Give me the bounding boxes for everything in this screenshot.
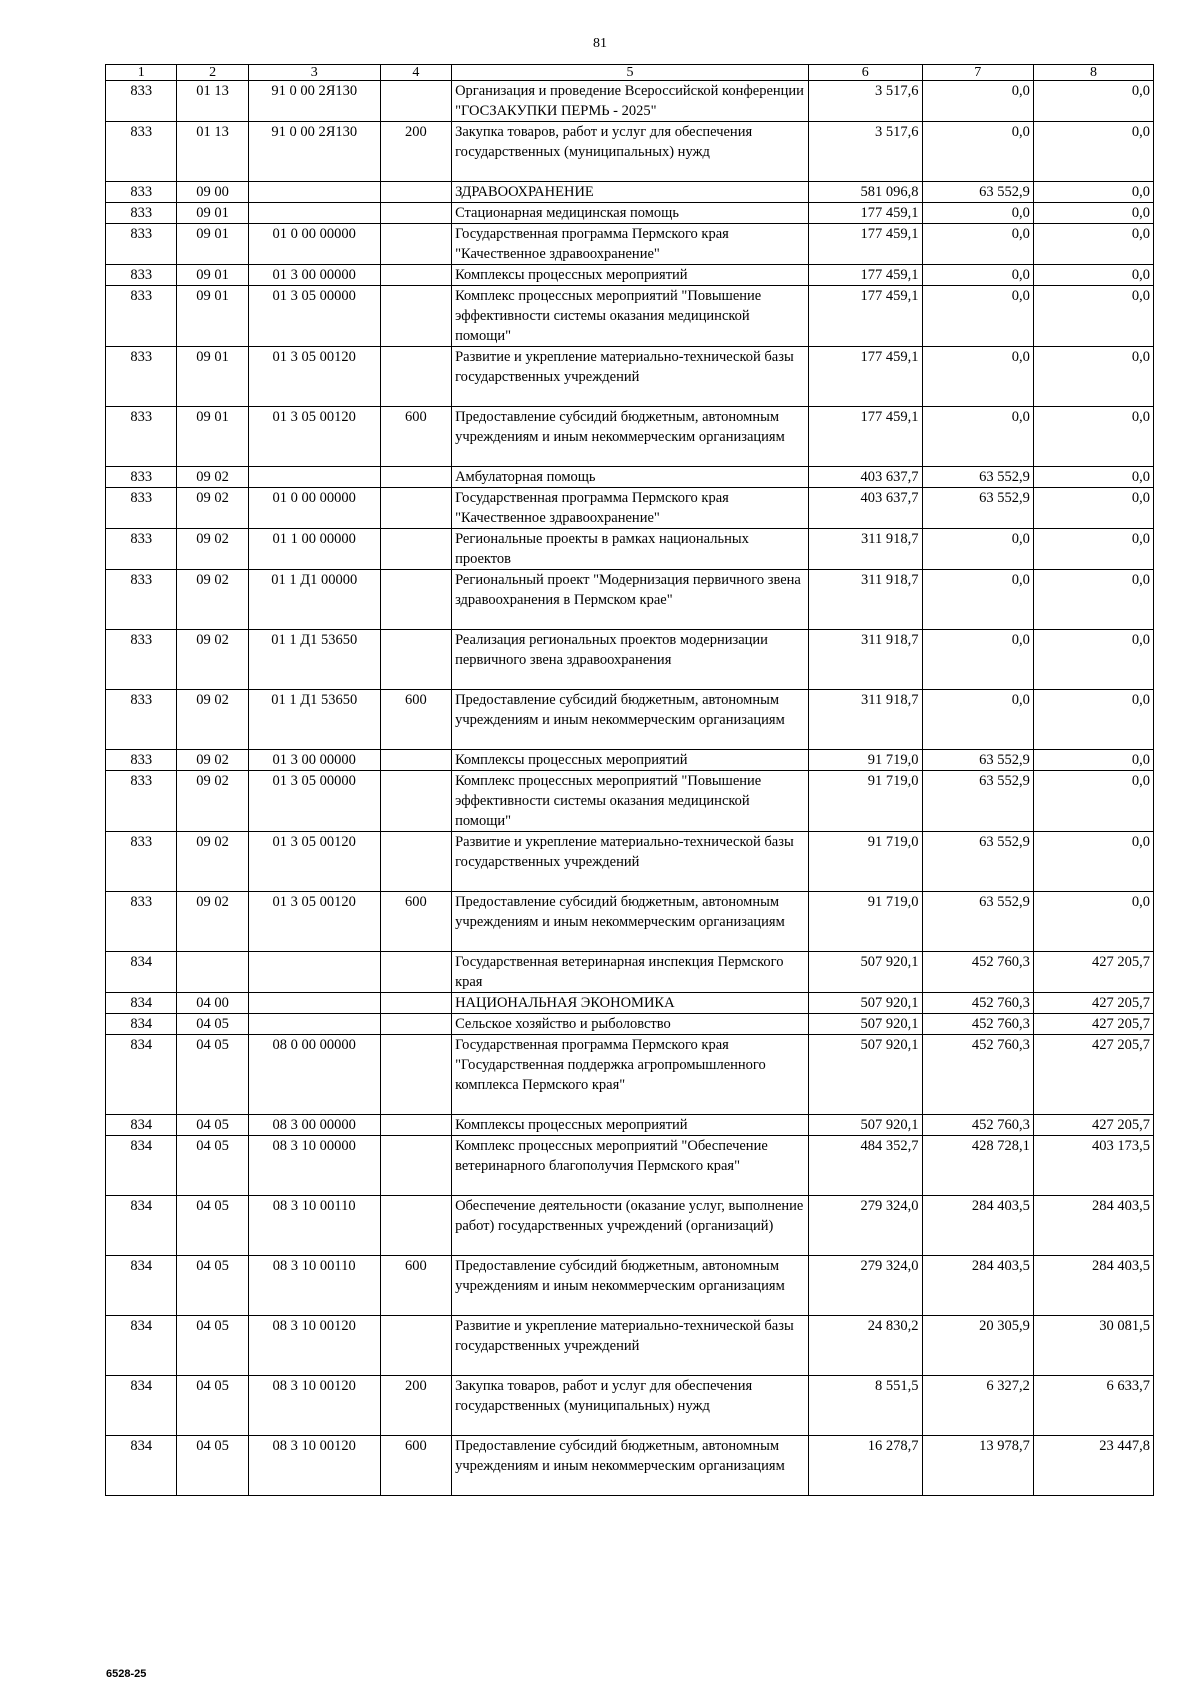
- table-row: [106, 993, 1154, 1014]
- cell-amount-year-3: 0,0: [1033, 81, 1153, 122]
- cell-amount-year-3: 0,0: [1033, 467, 1153, 488]
- cell-item-name: Амбулаторная помощь: [452, 467, 809, 488]
- cell-item-name: Сельское хозяйство и рыболовство: [452, 1014, 809, 1035]
- cell-amount-year-3: 0,0: [1033, 286, 1153, 347]
- cell-expense-type-code: 600: [380, 1256, 451, 1316]
- cell-ministry-code: 834: [106, 1256, 177, 1316]
- cell-amount-year-1: 507 920,1: [808, 1014, 922, 1035]
- cell-ministry-code: 834: [106, 1035, 177, 1115]
- cell-target-article-code: 01 1 Д1 00000: [248, 570, 380, 630]
- header-cell-col-8: 8: [1033, 65, 1153, 81]
- header-cell-col-7: 7: [922, 65, 1033, 81]
- cell-amount-year-2: 0,0: [922, 347, 1033, 407]
- cell-target-article-code: 91 0 00 2Я130: [248, 81, 380, 122]
- cell-item-name: Комплексы процессных мероприятий: [452, 1115, 809, 1136]
- cell-expense-type-code: [380, 750, 451, 771]
- cell-amount-year-1: 311 918,7: [808, 529, 922, 570]
- cell-expense-type-code: [380, 1136, 451, 1196]
- cell-amount-year-1: 8 551,5: [808, 1376, 922, 1436]
- footer-document-code: 6528-25: [106, 1668, 147, 1680]
- cell-amount-year-1: 311 918,7: [808, 690, 922, 750]
- cell-item-name: Предоставление субсидий бюджетным, автономным учреждениям и иным некоммерческим организациям: [452, 1256, 809, 1316]
- table-row: [106, 224, 1154, 265]
- cell-ministry-code: 833: [106, 832, 177, 892]
- table-row: [106, 1256, 1154, 1316]
- cell-ministry-code: 833: [106, 467, 177, 488]
- cell-item-name: Комплекс процессных мероприятий "Обеспечение ветеринарного благополучия Пермского края": [452, 1136, 809, 1196]
- cell-expense-type-code: [380, 203, 451, 224]
- cell-section-code: 04 05: [177, 1035, 248, 1115]
- table-row: [106, 467, 1154, 488]
- cell-section-code: 09 02: [177, 467, 248, 488]
- cell-expense-type-code: [380, 993, 451, 1014]
- cell-amount-year-2: 63 552,9: [922, 488, 1033, 529]
- table-row: [106, 81, 1154, 122]
- cell-amount-year-2: 284 403,5: [922, 1256, 1033, 1316]
- cell-target-article-code: 01 3 00 00000: [248, 265, 380, 286]
- cell-item-name: Региональные проекты в рамках национальных проектов: [452, 529, 809, 570]
- cell-expense-type-code: 600: [380, 892, 451, 952]
- cell-expense-type-code: [380, 347, 451, 407]
- cell-amount-year-3: 0,0: [1033, 224, 1153, 265]
- cell-amount-year-2: 63 552,9: [922, 832, 1033, 892]
- cell-ministry-code: 833: [106, 81, 177, 122]
- cell-target-article-code: 01 1 Д1 53650: [248, 630, 380, 690]
- cell-section-code: 09 01: [177, 265, 248, 286]
- cell-expense-type-code: [380, 771, 451, 832]
- table-row: [106, 952, 1154, 993]
- cell-section-code: 04 05: [177, 1014, 248, 1035]
- table-row: [106, 182, 1154, 203]
- cell-target-article-code: 01 1 Д1 53650: [248, 690, 380, 750]
- cell-item-name: Государственная программа Пермского края "Качественное здравоохранение": [452, 224, 809, 265]
- cell-expense-type-code: [380, 952, 451, 993]
- cell-expense-type-code: [380, 286, 451, 347]
- cell-target-article-code: [248, 1014, 380, 1035]
- table-row: [106, 690, 1154, 750]
- cell-expense-type-code: [380, 630, 451, 690]
- cell-amount-year-1: 3 517,6: [808, 81, 922, 122]
- table-row: [106, 265, 1154, 286]
- cell-amount-year-1: 177 459,1: [808, 224, 922, 265]
- cell-item-name: Комплекс процессных мероприятий "Повышение эффективности системы оказания медицинской помощи": [452, 771, 809, 832]
- cell-amount-year-1: 507 920,1: [808, 1035, 922, 1115]
- cell-target-article-code: 01 3 05 00000: [248, 286, 380, 347]
- cell-target-article-code: [248, 993, 380, 1014]
- cell-section-code: 09 02: [177, 690, 248, 750]
- cell-amount-year-1: 24 830,2: [808, 1316, 922, 1376]
- cell-target-article-code: 08 3 10 00110: [248, 1256, 380, 1316]
- cell-amount-year-1: 16 278,7: [808, 1436, 922, 1496]
- cell-expense-type-code: [380, 570, 451, 630]
- cell-section-code: 04 05: [177, 1436, 248, 1496]
- cell-amount-year-3: 0,0: [1033, 832, 1153, 892]
- cell-amount-year-3: 403 173,5: [1033, 1136, 1153, 1196]
- cell-amount-year-3: 0,0: [1033, 122, 1153, 182]
- table-row: [106, 347, 1154, 407]
- cell-section-code: 09 01: [177, 224, 248, 265]
- cell-ministry-code: 834: [106, 1014, 177, 1035]
- cell-section-code: 01 13: [177, 122, 248, 182]
- cell-amount-year-1: 177 459,1: [808, 203, 922, 224]
- cell-amount-year-2: 452 760,3: [922, 1035, 1033, 1115]
- cell-item-name: Обеспечение деятельности (оказание услуг, выполнение работ) государственных учреждений (организаций): [452, 1196, 809, 1256]
- cell-ministry-code: 833: [106, 529, 177, 570]
- cell-target-article-code: 08 3 10 00120: [248, 1376, 380, 1436]
- cell-amount-year-1: 507 920,1: [808, 952, 922, 993]
- cell-amount-year-2: 0,0: [922, 690, 1033, 750]
- cell-amount-year-1: 91 719,0: [808, 771, 922, 832]
- cell-ministry-code: 833: [106, 203, 177, 224]
- cell-amount-year-1: 177 459,1: [808, 347, 922, 407]
- cell-section-code: 09 01: [177, 347, 248, 407]
- cell-amount-year-3: 427 205,7: [1033, 993, 1153, 1014]
- cell-expense-type-code: [380, 1035, 451, 1115]
- cell-amount-year-2: 0,0: [922, 529, 1033, 570]
- cell-amount-year-3: 0,0: [1033, 203, 1153, 224]
- cell-target-article-code: [248, 203, 380, 224]
- cell-target-article-code: 08 3 10 00120: [248, 1316, 380, 1376]
- cell-amount-year-3: 0,0: [1033, 265, 1153, 286]
- cell-amount-year-1: 3 517,6: [808, 122, 922, 182]
- cell-amount-year-3: 0,0: [1033, 570, 1153, 630]
- cell-section-code: 09 02: [177, 832, 248, 892]
- header-row: [106, 65, 1154, 81]
- budget-table: [105, 64, 1154, 1496]
- cell-section-code: 04 00: [177, 993, 248, 1014]
- table-row: [106, 286, 1154, 347]
- cell-amount-year-3: 30 081,5: [1033, 1316, 1153, 1376]
- table-row: [106, 203, 1154, 224]
- cell-expense-type-code: 600: [380, 407, 451, 467]
- cell-section-code: 09 02: [177, 488, 248, 529]
- cell-amount-year-3: 6 633,7: [1033, 1376, 1153, 1436]
- cell-expense-type-code: 600: [380, 1436, 451, 1496]
- cell-target-article-code: 01 3 05 00120: [248, 407, 380, 467]
- cell-expense-type-code: [380, 265, 451, 286]
- cell-item-name: НАЦИОНАЛЬНАЯ ЭКОНОМИКА: [452, 993, 809, 1014]
- cell-amount-year-1: 177 459,1: [808, 286, 922, 347]
- cell-target-article-code: [248, 182, 380, 203]
- cell-amount-year-3: 0,0: [1033, 488, 1153, 529]
- cell-expense-type-code: 600: [380, 690, 451, 750]
- cell-target-article-code: 01 3 05 00120: [248, 832, 380, 892]
- cell-section-code: 04 05: [177, 1115, 248, 1136]
- cell-amount-year-3: 0,0: [1033, 690, 1153, 750]
- cell-ministry-code: 833: [106, 630, 177, 690]
- cell-section-code: 09 01: [177, 203, 248, 224]
- header-cell-col-4: 4: [380, 65, 451, 81]
- cell-target-article-code: [248, 952, 380, 993]
- cell-amount-year-3: 0,0: [1033, 630, 1153, 690]
- cell-amount-year-3: 0,0: [1033, 750, 1153, 771]
- cell-target-article-code: 01 3 05 00120: [248, 892, 380, 952]
- cell-amount-year-2: 452 760,3: [922, 993, 1033, 1014]
- table-row: [106, 529, 1154, 570]
- cell-ministry-code: 833: [106, 122, 177, 182]
- cell-amount-year-2: 6 327,2: [922, 1376, 1033, 1436]
- cell-target-article-code: 08 0 00 00000: [248, 1035, 380, 1115]
- cell-section-code: 09 02: [177, 570, 248, 630]
- header-cell-col-5: 5: [452, 65, 809, 81]
- cell-ministry-code: 834: [106, 1316, 177, 1376]
- cell-amount-year-2: 63 552,9: [922, 750, 1033, 771]
- cell-amount-year-2: 0,0: [922, 407, 1033, 467]
- cell-amount-year-2: 0,0: [922, 265, 1033, 286]
- cell-section-code: 04 05: [177, 1316, 248, 1376]
- cell-target-article-code: 01 0 00 00000: [248, 224, 380, 265]
- cell-amount-year-2: 13 978,7: [922, 1436, 1033, 1496]
- cell-target-article-code: 08 3 00 00000: [248, 1115, 380, 1136]
- cell-amount-year-2: 20 305,9: [922, 1316, 1033, 1376]
- table-row: [106, 832, 1154, 892]
- cell-item-name: Закупка товаров, работ и услуг для обеспечения государственных (муниципальных) нужд: [452, 122, 809, 182]
- cell-amount-year-3: 284 403,5: [1033, 1196, 1153, 1256]
- cell-ministry-code: 834: [106, 993, 177, 1014]
- table-row: [106, 630, 1154, 690]
- cell-ministry-code: 834: [106, 952, 177, 993]
- cell-ministry-code: 833: [106, 265, 177, 286]
- table-row: [106, 750, 1154, 771]
- cell-target-article-code: 08 3 10 00120: [248, 1436, 380, 1496]
- cell-ministry-code: 834: [106, 1436, 177, 1496]
- cell-amount-year-1: 91 719,0: [808, 892, 922, 952]
- cell-amount-year-1: 581 096,8: [808, 182, 922, 203]
- cell-expense-type-code: 200: [380, 122, 451, 182]
- cell-item-name: Комплекс процессных мероприятий "Повышение эффективности системы оказания медицинской помощи": [452, 286, 809, 347]
- cell-target-article-code: 01 1 00 00000: [248, 529, 380, 570]
- cell-item-name: Организация и проведение Всероссийской конференции "ГОСЗАКУПКИ ПЕРМЬ - 2025": [452, 81, 809, 122]
- table-row: [106, 1014, 1154, 1035]
- cell-item-name: Развитие и укрепление материально-технической базы государственных учреждений: [452, 832, 809, 892]
- cell-target-article-code: 91 0 00 2Я130: [248, 122, 380, 182]
- cell-target-article-code: 01 3 05 00120: [248, 347, 380, 407]
- cell-item-name: Комплексы процессных мероприятий: [452, 265, 809, 286]
- table-body: [106, 81, 1154, 1496]
- cell-amount-year-2: 0,0: [922, 570, 1033, 630]
- cell-item-name: Государственная ветеринарная инспекция Пермского края: [452, 952, 809, 993]
- table-row: [106, 1035, 1154, 1115]
- table-row: [106, 1436, 1154, 1496]
- cell-section-code: 04 05: [177, 1196, 248, 1256]
- cell-section-code: 09 01: [177, 407, 248, 467]
- cell-amount-year-2: 452 760,3: [922, 1014, 1033, 1035]
- cell-amount-year-2: 63 552,9: [922, 892, 1033, 952]
- cell-target-article-code: 01 0 00 00000: [248, 488, 380, 529]
- cell-amount-year-3: 284 403,5: [1033, 1256, 1153, 1316]
- cell-item-name: Государственная программа Пермского края "Государственная поддержка агропромышленного комплекса Пермского края": [452, 1035, 809, 1115]
- cell-target-article-code: 08 3 10 00000: [248, 1136, 380, 1196]
- cell-ministry-code: 834: [106, 1136, 177, 1196]
- cell-section-code: 09 01: [177, 286, 248, 347]
- cell-amount-year-2: 0,0: [922, 203, 1033, 224]
- table-row: [106, 892, 1154, 952]
- cell-amount-year-2: 63 552,9: [922, 467, 1033, 488]
- cell-ministry-code: 833: [106, 286, 177, 347]
- cell-expense-type-code: [380, 224, 451, 265]
- table-row: [106, 570, 1154, 630]
- cell-ministry-code: 833: [106, 182, 177, 203]
- cell-item-name: Предоставление субсидий бюджетным, автономным учреждениям и иным некоммерческим организациям: [452, 892, 809, 952]
- table-row: [106, 1115, 1154, 1136]
- cell-item-name: Предоставление субсидий бюджетным, автономным учреждениям и иным некоммерческим организациям: [452, 407, 809, 467]
- cell-amount-year-1: 311 918,7: [808, 630, 922, 690]
- cell-amount-year-3: 427 205,7: [1033, 1115, 1153, 1136]
- cell-amount-year-2: 284 403,5: [922, 1196, 1033, 1256]
- cell-expense-type-code: [380, 1014, 451, 1035]
- table-row: [106, 488, 1154, 529]
- cell-amount-year-3: 427 205,7: [1033, 1014, 1153, 1035]
- table-row: [106, 1136, 1154, 1196]
- cell-section-code: 04 05: [177, 1136, 248, 1196]
- cell-item-name: Стационарная медицинская помощь: [452, 203, 809, 224]
- cell-expense-type-code: [380, 467, 451, 488]
- cell-amount-year-2: 0,0: [922, 630, 1033, 690]
- cell-section-code: 09 02: [177, 630, 248, 690]
- cell-amount-year-1: 91 719,0: [808, 832, 922, 892]
- cell-expense-type-code: [380, 1316, 451, 1376]
- cell-ministry-code: 833: [106, 771, 177, 832]
- cell-amount-year-1: 507 920,1: [808, 993, 922, 1014]
- cell-amount-year-2: 0,0: [922, 122, 1033, 182]
- header-cell-col-6: 6: [808, 65, 922, 81]
- cell-amount-year-1: 279 324,0: [808, 1256, 922, 1316]
- cell-target-article-code: [248, 467, 380, 488]
- table-row: [106, 1376, 1154, 1436]
- table-row: [106, 407, 1154, 467]
- cell-ministry-code: 834: [106, 1115, 177, 1136]
- cell-item-name: Региональный проект "Модернизация первичного звена здравоохранения в Пермском крае": [452, 570, 809, 630]
- cell-amount-year-3: 0,0: [1033, 182, 1153, 203]
- cell-item-name: Развитие и укрепление материально-технической базы государственных учреждений: [452, 347, 809, 407]
- cell-ministry-code: 833: [106, 570, 177, 630]
- cell-expense-type-code: [380, 81, 451, 122]
- cell-amount-year-2: 63 552,9: [922, 771, 1033, 832]
- cell-ministry-code: 833: [106, 407, 177, 467]
- cell-section-code: 09 02: [177, 771, 248, 832]
- cell-amount-year-1: 403 637,7: [808, 488, 922, 529]
- cell-expense-type-code: [380, 1196, 451, 1256]
- cell-section-code: 09 00: [177, 182, 248, 203]
- cell-amount-year-3: 0,0: [1033, 892, 1153, 952]
- cell-amount-year-2: 0,0: [922, 286, 1033, 347]
- cell-amount-year-1: 507 920,1: [808, 1115, 922, 1136]
- cell-ministry-code: 833: [106, 224, 177, 265]
- cell-amount-year-1: 177 459,1: [808, 265, 922, 286]
- cell-ministry-code: 833: [106, 347, 177, 407]
- table-row: [106, 771, 1154, 832]
- cell-target-article-code: 08 3 10 00110: [248, 1196, 380, 1256]
- cell-section-code: 01 13: [177, 81, 248, 122]
- cell-amount-year-1: 177 459,1: [808, 407, 922, 467]
- cell-amount-year-2: 452 760,3: [922, 952, 1033, 993]
- cell-expense-type-code: [380, 832, 451, 892]
- cell-amount-year-1: 279 324,0: [808, 1196, 922, 1256]
- header-cell-col-3: 3: [248, 65, 380, 81]
- cell-amount-year-3: 0,0: [1033, 529, 1153, 570]
- page-number: 81: [593, 36, 607, 51]
- cell-amount-year-3: 427 205,7: [1033, 1035, 1153, 1115]
- cell-item-name: Развитие и укрепление материально-технической базы государственных учреждений: [452, 1316, 809, 1376]
- cell-item-name: Государственная программа Пермского края "Качественное здравоохранение": [452, 488, 809, 529]
- cell-amount-year-3: 0,0: [1033, 771, 1153, 832]
- cell-ministry-code: 833: [106, 690, 177, 750]
- cell-amount-year-2: 428 728,1: [922, 1136, 1033, 1196]
- cell-amount-year-2: 0,0: [922, 224, 1033, 265]
- cell-section-code: 09 02: [177, 892, 248, 952]
- cell-amount-year-2: 0,0: [922, 81, 1033, 122]
- cell-amount-year-1: 484 352,7: [808, 1136, 922, 1196]
- cell-amount-year-3: 0,0: [1033, 407, 1153, 467]
- table-row: [106, 1316, 1154, 1376]
- cell-target-article-code: 01 3 05 00000: [248, 771, 380, 832]
- cell-item-name: Закупка товаров, работ и услуг для обеспечения государственных (муниципальных) нужд: [452, 1376, 809, 1436]
- cell-ministry-code: 833: [106, 892, 177, 952]
- cell-expense-type-code: [380, 182, 451, 203]
- cell-item-name: Реализация региональных проектов модернизации первичного звена здравоохранения: [452, 630, 809, 690]
- cell-section-code: 04 05: [177, 1256, 248, 1316]
- cell-amount-year-2: 452 760,3: [922, 1115, 1033, 1136]
- cell-item-name: Комплексы процессных мероприятий: [452, 750, 809, 771]
- cell-section-code: [177, 952, 248, 993]
- cell-ministry-code: 834: [106, 1376, 177, 1436]
- cell-ministry-code: 834: [106, 1196, 177, 1256]
- cell-amount-year-3: 427 205,7: [1033, 952, 1153, 993]
- cell-section-code: 09 02: [177, 529, 248, 570]
- cell-item-name: Предоставление субсидий бюджетным, автономным учреждениям и иным некоммерческим организациям: [452, 690, 809, 750]
- cell-target-article-code: 01 3 00 00000: [248, 750, 380, 771]
- table-row: [106, 122, 1154, 182]
- cell-expense-type-code: [380, 488, 451, 529]
- cell-amount-year-1: 311 918,7: [808, 570, 922, 630]
- header-cell-col-1: 1: [106, 65, 177, 81]
- cell-expense-type-code: 200: [380, 1376, 451, 1436]
- cell-item-name: ЗДРАВООХРАНЕНИЕ: [452, 182, 809, 203]
- table-row: [106, 1196, 1154, 1256]
- cell-amount-year-1: 403 637,7: [808, 467, 922, 488]
- cell-section-code: 04 05: [177, 1376, 248, 1436]
- cell-section-code: 09 02: [177, 750, 248, 771]
- cell-amount-year-1: 91 719,0: [808, 750, 922, 771]
- cell-amount-year-2: 63 552,9: [922, 182, 1033, 203]
- cell-ministry-code: 833: [106, 488, 177, 529]
- cell-ministry-code: 833: [106, 750, 177, 771]
- header-cell-col-2: 2: [177, 65, 248, 81]
- cell-expense-type-code: [380, 1115, 451, 1136]
- cell-amount-year-3: 23 447,8: [1033, 1436, 1153, 1496]
- cell-expense-type-code: [380, 529, 451, 570]
- cell-item-name: Предоставление субсидий бюджетным, автономным учреждениям и иным некоммерческим организациям: [452, 1436, 809, 1496]
- cell-amount-year-3: 0,0: [1033, 347, 1153, 407]
